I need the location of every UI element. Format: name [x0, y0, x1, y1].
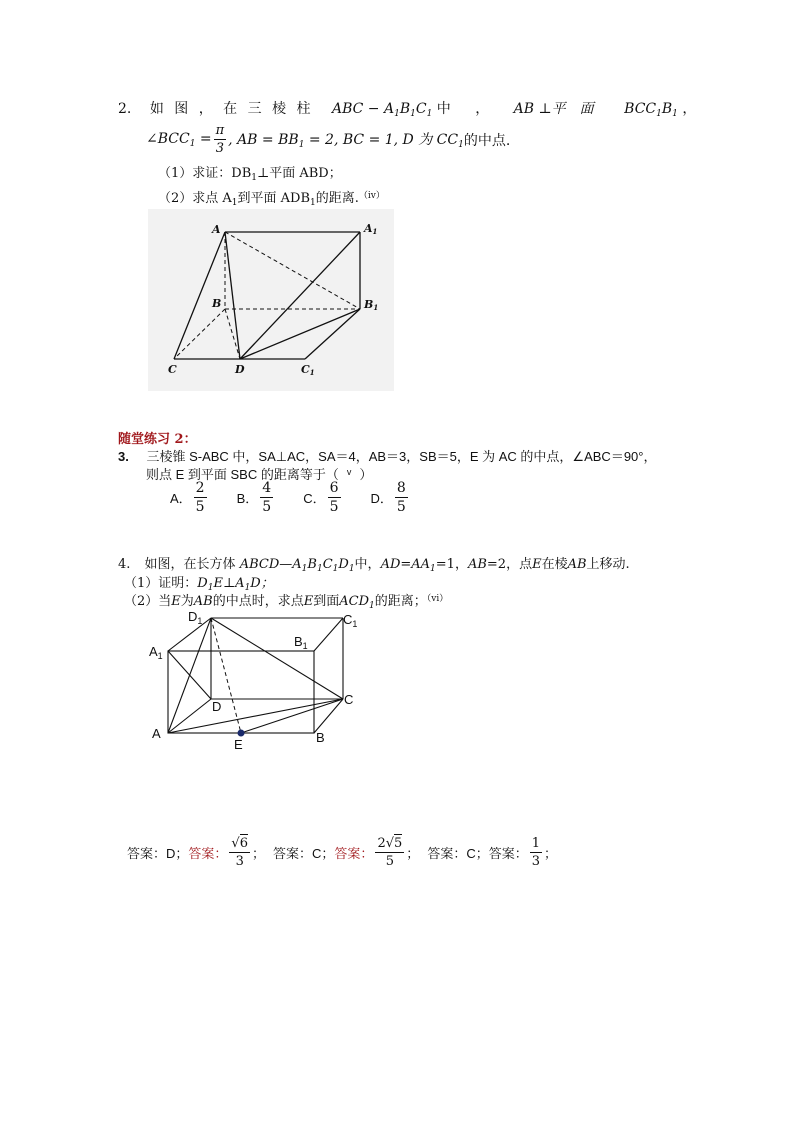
option-b[interactable]: B． $\frac{4}{5}$ — [236, 480, 272, 515]
answers-line: 答案： D； 答案： $\frac{√6}{3}$ ； 答案： C； 答案： $\frac{2√5}{5}$ ； 答案： C； 答案： $\frac{1}{3}$ ； — [127, 836, 558, 869]
point-E — [238, 730, 245, 737]
answer-4-fraction: $\frac{2√5}{5}$ — [377, 836, 403, 869]
problem2-question1: （1）求证：$DB_1\perp$平面 ABD； — [158, 166, 342, 183]
label-C: C — [344, 692, 354, 707]
label-C1: C1 — [301, 363, 315, 377]
label-D: D — [212, 699, 222, 714]
label-C1: $C_1$ — [343, 612, 358, 629]
label-A: A — [152, 726, 161, 741]
line-A1D — [168, 651, 211, 699]
label-B1: $B_1$ — [294, 634, 308, 651]
label-A: A — [212, 223, 221, 236]
label-C: C — [168, 363, 177, 376]
problem4-question2: （2）当E为AB的中点时，求点E到面$ACD_1$的距离；$^{(vi)}$ — [124, 594, 449, 611]
label-D: D — [235, 363, 245, 376]
label-E: E — [234, 737, 243, 752]
front-face — [168, 651, 314, 733]
problem3-options — [170, 481, 438, 514]
label-D1: $D_1$ — [188, 609, 203, 626]
problem2-question2: （2）求点 $A_1$到平面 $ADB_1$的距离.$^{(iv)}$ — [158, 191, 385, 208]
practice-section-title: 随堂练习 2： — [118, 432, 197, 447]
label-B1: B1 — [364, 298, 379, 312]
label-A1: $A_1$ — [149, 644, 163, 661]
option-d[interactable]: D． $\frac{8}{5}$ — [370, 480, 406, 515]
line-D1C — [211, 618, 343, 699]
option-a[interactable]: A． $\frac{2}{5}$ — [170, 480, 205, 515]
problem3-line2: 则点 E 到平面 SBC 的距离等于（ $^v$ ） — [146, 467, 373, 482]
label-B: B — [212, 297, 222, 310]
figure-background — [148, 209, 394, 391]
answer-6-fraction: $\frac{1}{3}$ — [531, 836, 541, 869]
answer-2-fraction: $\frac{√6}{3}$ — [231, 836, 248, 869]
label-B: B — [316, 730, 325, 745]
option-c[interactable]: C． $\frac{6}{5}$ — [303, 480, 339, 515]
problem2-line2: $\angle BCC_1$ = $\frac{\pi}{3}$ , AB = $BB_1 = 2$, BC = 1, D 为 $CC_1$ 的中点. — [146, 123, 511, 156]
problem2-number: 2. — [118, 101, 132, 117]
pi-over-3-fraction: $\frac{\pi}{3}$ — [215, 123, 225, 156]
dashed-D1E — [211, 618, 241, 733]
problem4-question1: （1）证明：$D_1E\perp A_1D$； — [124, 576, 274, 593]
prism-figure — [148, 209, 394, 391]
problem2-line1: 2. 如 图 ， 在 三 棱 柱 ABC − $A_1B_1C_1$ 中 ， AB ⊥平 面 $BCC_1B_1$ ， — [118, 101, 697, 119]
problem3-line1: 3. 三棱锥 S-ABC 中，SA⊥AC，SA＝4，AB＝3，SB＝5，E 为 AC 的中点，∠ABC＝90°， — [118, 449, 657, 464]
label-A1: A1 — [364, 222, 378, 236]
problem4-line1: 4. 如图，在长方体 $ABCD—A_1B_1C_1D_1$中，$AD=AA_1=1$，AB=2，点E在棱AB上移动. — [118, 557, 630, 574]
edge-B1C1 — [314, 618, 343, 651]
cuboid-figure — [140, 606, 380, 754]
